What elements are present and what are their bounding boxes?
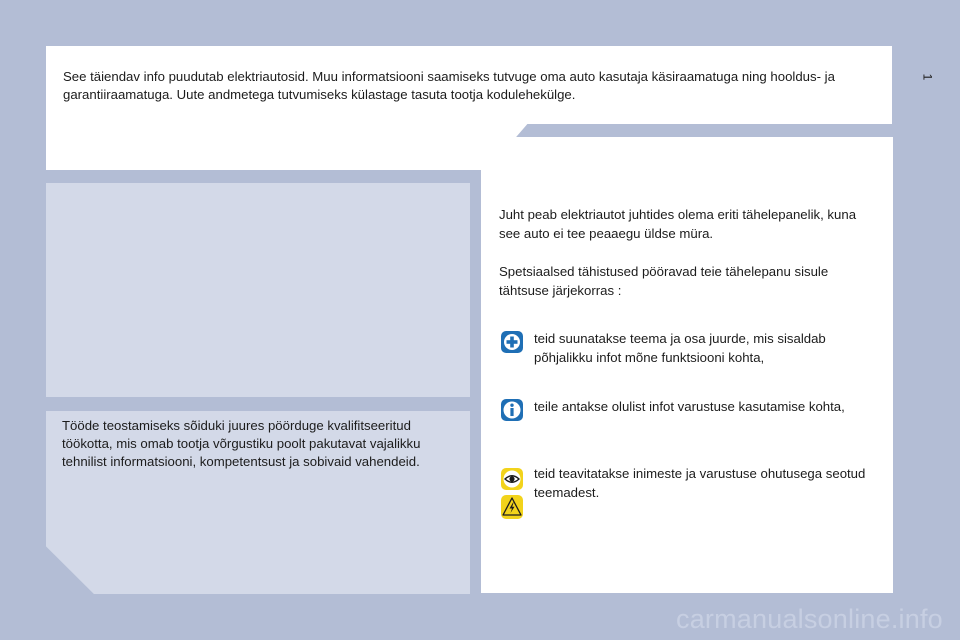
eye-icon: [500, 467, 524, 491]
symbol-item-text: teile antakse olulist infot varustuse kasutamise kohta,: [534, 399, 845, 414]
service-note: Tööde teostamiseks sõiduki juures pöörduge kvalifitseeritud töökotta, mis omab tootja võrgustiku poolt pakutavat vajalikku tehnilist informatsiooni, kompetentsust ja sobivaid vahendeid.: [62, 418, 421, 469]
symbol-item-text: teid suunatakse teema ja osa juurde, mis sisaldab põhjalikku infot mõne funktsiooni kohta,: [534, 331, 826, 365]
high-voltage-icon: [500, 494, 524, 520]
symbols-intro: Spetsiaalsed tähistused pööravad teie tähelepanu sisule tähtsuse järjekorras :: [499, 264, 829, 298]
image-placeholder-panel: [46, 183, 470, 397]
plus-icon: [500, 330, 524, 354]
driver-note: Juht peab elektriautot juhtides olema eriti tähelepanelik, kuna see auto ei tee peaaegu üldse müra.: [499, 207, 857, 241]
symbol-item-text: teid teavitatakse inimeste ja varustuse ohutusega seotud teemadest.: [534, 466, 866, 500]
page-number: 1: [920, 73, 935, 81]
info-icon: [500, 398, 524, 422]
intro-text: See täiendav info puudutab elektriautosid. Muu informatsiooni saamiseks tutvuge oma auto kasutaja käsiraamatuga ning hooldus- ja garantiiraamatuga. Uute andmetega tutvumiseks külastage tasuta tootja kodulehekülge.: [63, 69, 835, 102]
watermark: carmanualsonline.info: [676, 604, 943, 634]
